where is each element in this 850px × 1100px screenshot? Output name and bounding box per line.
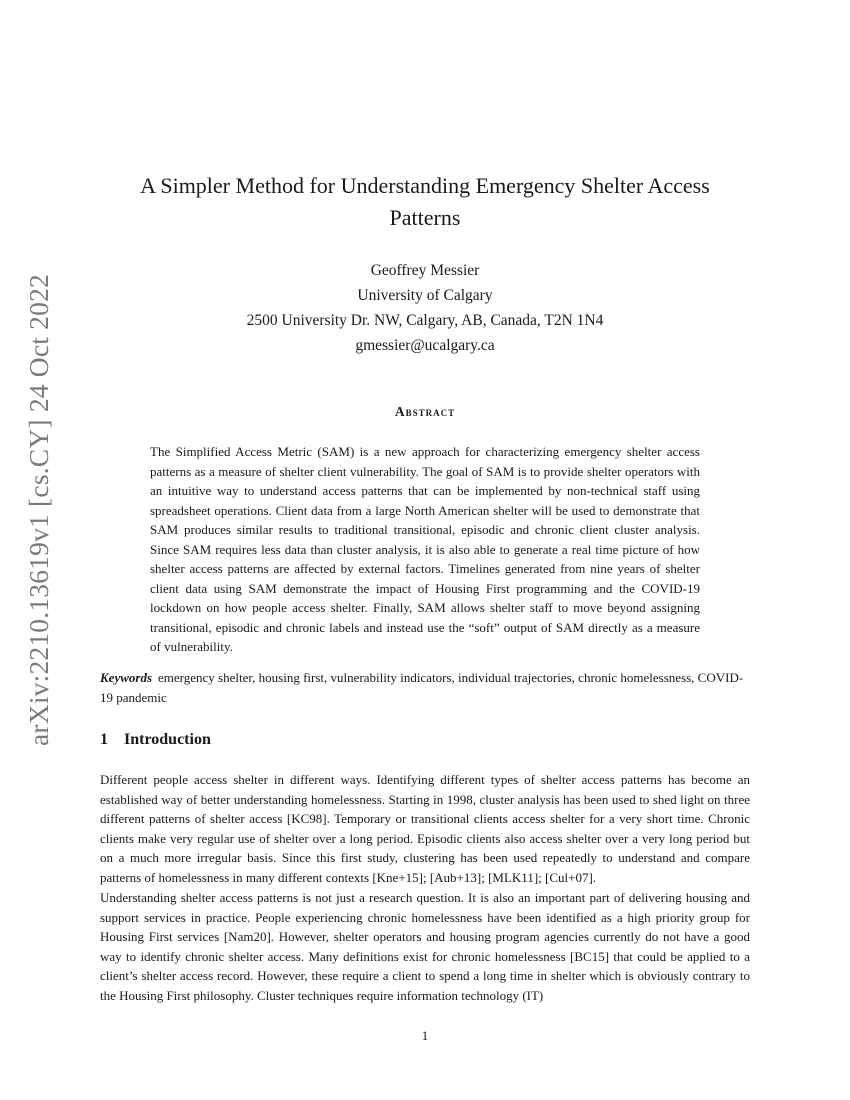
arxiv-identifier-text: arXiv:2210.13619v1 [cs.CY] 24 Oct 2022 (23, 274, 54, 746)
abstract-text: The Simplified Access Metric (SAM) is a new approach for characterizing emergency shelter access patterns as a measure of shelter client vulnerability. The goal of SAM is to provide shelter operators with an intuitive way to understand access patterns that can be implemented by non-technical staff using spreadsheet operations. Client data from a large North American shelter will be used to demonstrate that SAM produces similar results to traditional transitional, episodic and chronic client cluster analysis. Since SAM requires less data than cluster analysis, it is also able to generate a real time picture of how shelter access patterns are affected by external factors. Timelines generated from nine years of shelter client data using SAM demonstrate the impact of Housing First programming and the COVID-19 lockdown on how people access shelter. Finally, SAM allows shelter staff to move beyond assigning transitional, episodic and chronic labels and instead use the “soft” output of SAM directly as a measure of vulnerability. (150, 444, 700, 654)
keywords-block (100, 668, 750, 707)
abstract-heading: Abstract (394, 404, 456, 419)
title-line-1: A Simpler Method for Understanding Emergency Shelter Access (140, 173, 710, 198)
paper-title (100, 170, 750, 234)
author-address: 2500 University Dr. NW, Calgary, AB, Canada, T2N 1N4 (246, 312, 604, 329)
title-line-2: Patterns (389, 205, 461, 230)
section-number: 1 (100, 731, 108, 748)
keywords-text: emergency shelter, housing first, vulnerability indicators, individual trajectories, chronic homelessness, COVID-19 pandemic (100, 670, 744, 705)
section-title: Introduction (124, 731, 211, 748)
author-block (100, 258, 750, 358)
arxiv-identifier-stamp (22, 268, 56, 752)
author-name: Geoffrey Messier (370, 262, 480, 279)
keywords-label: Keywords (100, 670, 152, 685)
section-heading-introduction (100, 731, 211, 749)
page-number: 1 (421, 1028, 429, 1043)
author-email: gmessier@ucalgary.ca (355, 337, 495, 354)
intro-paragraph-2: Understanding shelter access patterns is not just a research question. It is also an important part of delivering housing and support services in practice. People experiencing chronic homelessness have been identified as a high priority group for Housing First services [Nam20]. However, shelter operators and housing program agencies currently do not have a good way to identify chronic shelter access. Many definitions exist for chronic homelessness [BC15] that could be applied to a client’s shelter access record. However, these require a client to spend a long time in shelter which is obviously contrary to the Housing First philosophy. Cluster techniques require information technology (IT) (100, 890, 750, 1003)
author-affiliation: University of Calgary (357, 287, 493, 304)
intro-paragraph-1: Different people access shelter in different ways. Identifying different types of shelter access patterns has become an established way of better understanding homelessness. Starting in 1998, cluster analysis has been used to shed light on three different patterns of shelter access [KC98]. Temporary or transitional clients access shelter for a very short time. Chronic clients make very regular use of shelter over a long period. Episodic clients also access shelter over a very long period but on a much more irregular basis. Since this first study, clustering has been used repeatedly to understand and compare patterns of homelessness in many different contexts [Kne+15]; [Aub+13]; [MLK11]; [Cul+07]. (100, 772, 750, 885)
